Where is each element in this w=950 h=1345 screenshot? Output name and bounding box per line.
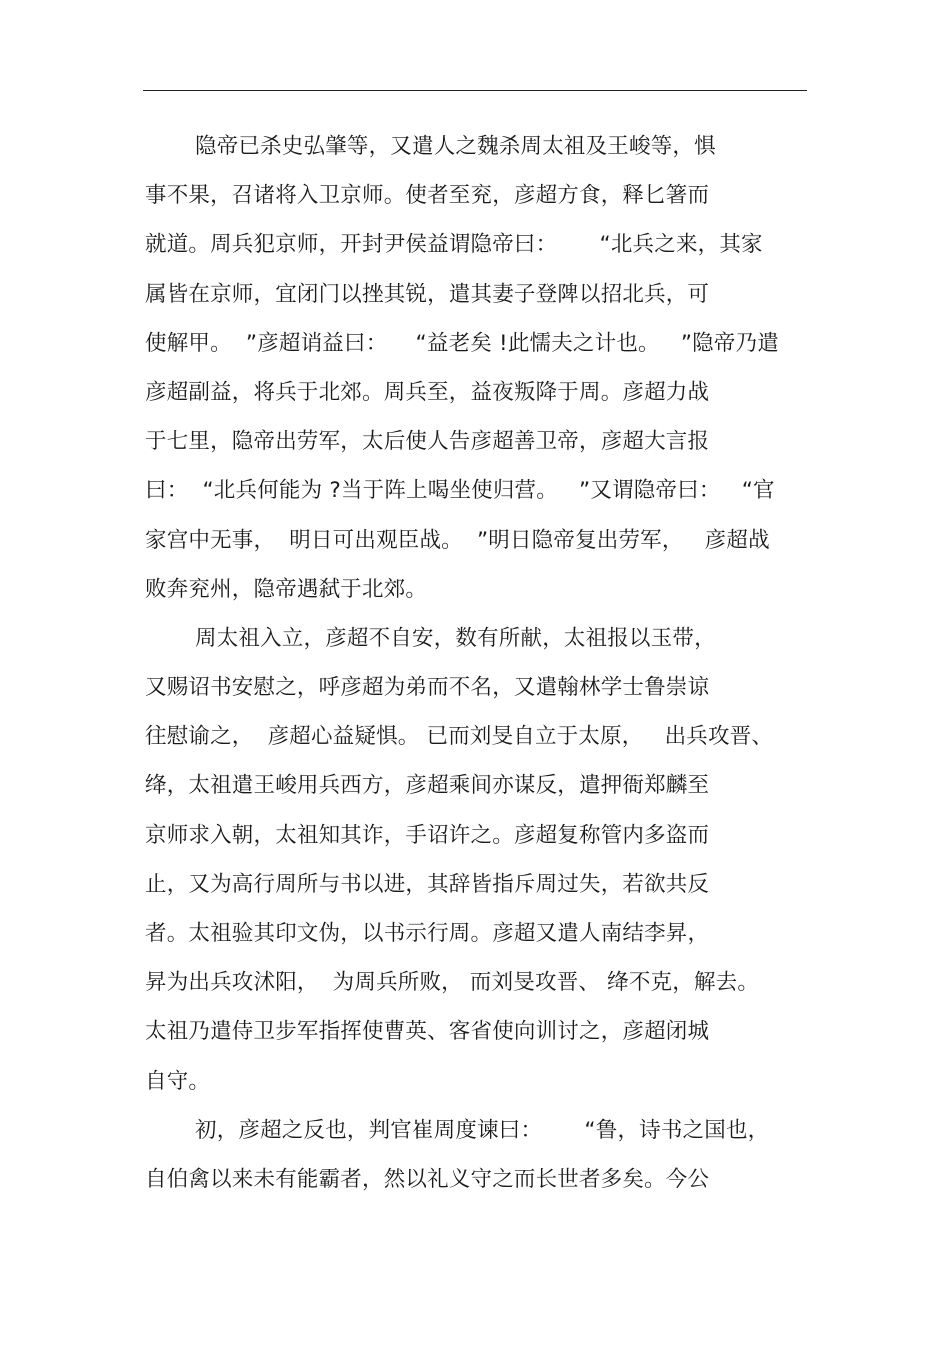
- text-line: 昇为出兵攻沭阳， 为周兵所败， 而刘旻攻晋、 绛不克，解去。: [145, 970, 760, 996]
- text-line: 家宫中无事， 明日可出观臣战。 ”明日隐帝复出劳军， 彦超战: [145, 527, 770, 553]
- text-line: 者。太祖验其印文伪，以书示行周。彦超又遣人南结李昇，: [145, 921, 710, 946]
- text-line: 败奔兖州，隐帝遇弑于北郊。: [145, 576, 428, 602]
- text-line: 使解甲。 ”彦超诮益曰： “益老矣 !此懦夫之计也。 ”隐帝乃遣: [145, 330, 779, 356]
- text-line: 自守。: [145, 1068, 211, 1094]
- text-line: 彦超副益，将兵于北郊。周兵至，益夜叛降于周。彦超力战: [145, 379, 710, 405]
- text-line: 止，又为高行周所与书以进，其辞皆指斥周过失，若欲共反: [145, 871, 710, 897]
- text-line: 自伯禽以来未有能霸者，然以礼义守之而长世者多矣。今公: [145, 1166, 710, 1192]
- text-line: 于七里，隐帝出劳军，太后使人告彦超善卫帝，彦超大言报: [145, 429, 710, 455]
- text-line: 周太祖入立，彦超不自安，数有所献，太祖报以玉带，: [195, 625, 716, 651]
- text-line: 隐帝已杀史弘肇等，又遣人之魏杀周太祖及王峻等，惧: [195, 134, 716, 159]
- header-rule: [143, 90, 807, 91]
- text-line: 太祖乃遣侍卫步军指挥使曹英、客省使向训讨之，彦超闭城: [145, 1019, 710, 1045]
- text-line: 又赐诏书安慰之，呼彦超为弟而不名，又遣翰林学士鲁崇谅: [145, 675, 710, 701]
- text-line: 往慰谕之， 彦超心益疑惧。 已而刘旻自立于太原， 出兵攻晋、: [145, 724, 774, 750]
- text-line: 就道。周兵犯京师，开封尹侯益谓隐帝曰： “北兵之来，其家: [145, 232, 763, 258]
- document-body: [145, 122, 810, 1204]
- text-line: 初，彦超之反也，判官崔周度谏曰： “鲁，诗书之国也，: [195, 1117, 770, 1143]
- text-line: 绛，太祖遣王峻用兵西方，彦超乘间亦谋反，遣押衙郑麟至: [145, 773, 710, 799]
- text-line: 属皆在京师，宜闭门以挫其锐，遣其妻子登陴以招北兵，可: [145, 281, 710, 307]
- text-line: 曰： “北兵何能为 ?当于阵上喝坐使归营。 ”又谓隐帝曰： “官: [145, 478, 775, 504]
- text-line: 京师求入朝，太祖知其诈，手诏许之。彦超复称管内多盗而: [145, 822, 710, 848]
- text-line: 事不果，召诸将入卫京师。使者至兖，彦超方食，释匕箸而: [145, 183, 710, 209]
